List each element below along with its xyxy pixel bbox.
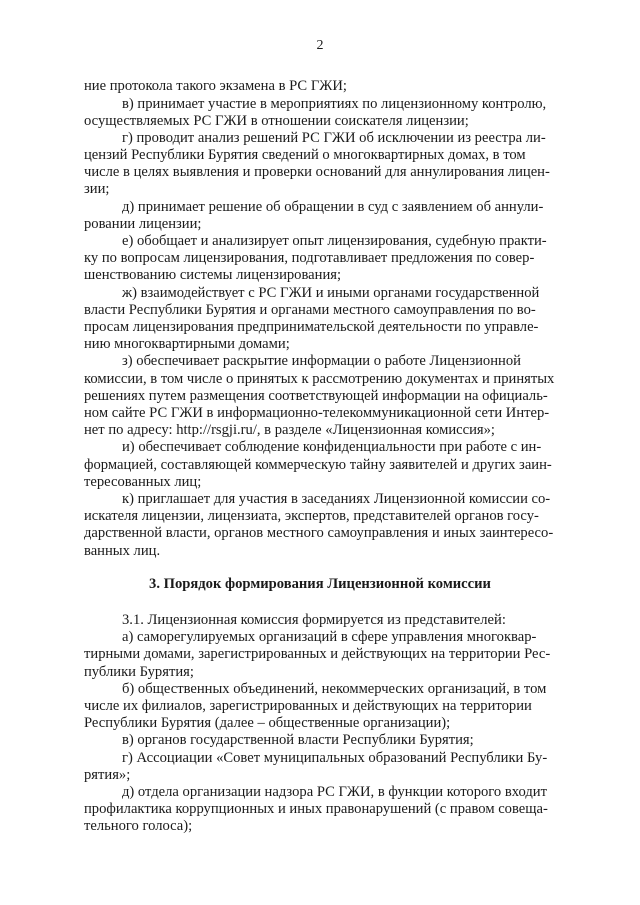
text-line: ном сайте РС ГЖИ в информационно-телекоммуникационной сети Интер- [84,405,550,421]
text-line: просам лицензирования предпринимательской деятельности по управле- [84,319,539,335]
text-line: г) Ассоциации «Совет муниципальных образований Республики Бу- [122,750,548,766]
text-line: ванных лиц. [84,543,161,559]
text-line: искателя лицензии, лицензиата, экспертов, представителей органов госу- [84,508,539,524]
text-line: и) обеспечивает соблюдение конфиденциальности при работе с ин- [122,439,542,455]
text-line: д) отдела организации надзора РС ГЖИ, в функции которого входит [122,784,547,800]
text-line: комиссии, в том числе о принятых к рассмотрению документах и принятых [84,371,555,387]
text-line: числе их филиалов, зарегистрированных и действующих на территории [84,698,532,714]
text-line: д) принимает решение об обращении в суд с заявлением об аннули- [122,199,544,215]
text-line: к) приглашает для участия в заседаниях Лицензионной комиссии со- [122,491,551,507]
text-line: а) саморегулируемых организаций в сфере управления многоквар- [122,629,537,645]
text-line: в) органов государственной власти Республики Бурятия; [122,732,474,748]
text-line: публики Бурятия; [84,664,194,680]
text-line: власти Республики Бурятия и органами местного самоуправления по во- [84,302,536,318]
text-line: 3.1. Лицензионная комиссия формируется из представителей: [122,612,506,628]
text-line: осуществляемых РС ГЖИ в отношении соискателя лицензии; [84,113,469,129]
text-line: зии; [84,181,110,197]
text-line: ние протокола такого экзамена в РС ГЖИ; [84,78,347,94]
text-line: е) обобщает и анализирует опыт лицензирования, судебную практи- [122,233,547,249]
text-line: нет по адресу: http://rsgji.ru/, в разделе «Лицензионная комиссия»; [84,422,495,438]
text-line: б) общественных объединений, некоммерческих организаций, в том [122,681,547,697]
text-line: Республики Бурятия (далее – общественные организации); [84,715,451,731]
text-line: рятия»; [84,767,131,783]
text-line: з) обеспечивает раскрытие информации о работе Лицензионной [122,353,521,369]
text-line: ку по вопросам лицензирования, подготавливает предложения по совер- [84,250,535,266]
text-line: тересованных лиц; [84,474,202,490]
text-line: ровании лицензии; [84,216,202,232]
text-line: г) проводит анализ решений РС ГЖИ об исключении из реестра ли- [122,130,546,146]
text-line: тельного голоса); [84,818,193,834]
text-line: решениях путем размещения соответствующей информации на официаль- [84,388,548,404]
text-line: ж) взаимодействует с РС ГЖИ и иными органами государственной [122,285,540,301]
text-line: нию многоквартирными домами; [84,336,290,352]
text-line: в) принимает участие в мероприятиях по лицензионному контролю, [122,96,547,112]
text-line: профилактика коррупционных и иных правонарушений (с правом совеща- [84,801,548,817]
text-line: цензий Республики Бурятия сведений о многоквартирных домах, в том [84,147,526,163]
text-line: формацией, составляющей коммерческую тайну заявителей и других заин- [84,457,552,473]
text-line: тирными домами, зарегистрированных и действующих на территории Рес- [84,646,551,662]
text-line: дарственной власти, органов местного самоуправления и иных заинтересо- [84,525,554,541]
section-heading: 3. Порядок формирования Лицензионной комиссии [149,576,491,592]
text-line: числе в целях выявления и проверки оснований для аннулирования лицен- [84,164,550,180]
page-number: 2 [316,38,324,53]
text-line: шенствованию системы лицензирования; [84,267,342,283]
